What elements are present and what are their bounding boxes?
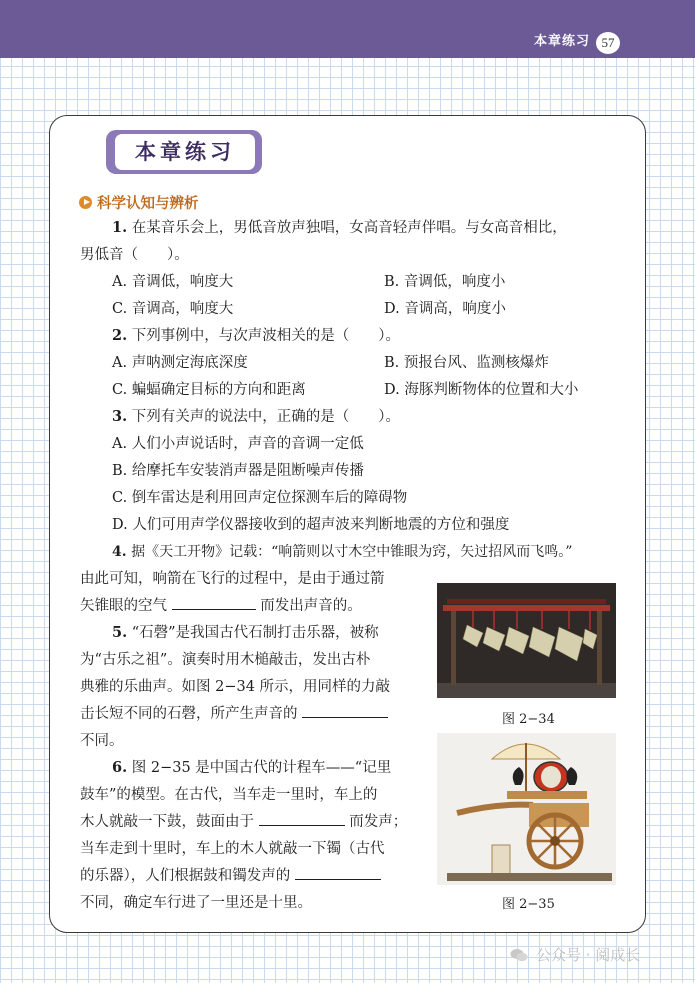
q5-answer-blank[interactable] — [302, 704, 388, 718]
q1-text: 在某音乐会上，男低音放声独唱，女高音轻声伴唱。与女高音相比， — [131, 220, 567, 236]
q5-number: 5. — [112, 624, 128, 641]
q2-option-a: A. 声呐测定海底深度 — [112, 355, 248, 371]
q3-number: 3. — [112, 408, 128, 425]
q4-answer-blank[interactable] — [172, 596, 256, 610]
q4-line2: 由此可知，响箭在飞行的过程中，是由于通过箭 — [80, 571, 385, 587]
q1-line1 — [112, 218, 567, 238]
page-title: 本章练习 — [115, 134, 255, 170]
figure-2-34-caption: 图 2−34 — [502, 712, 555, 727]
header-bar — [0, 0, 695, 58]
q3-option-d: D. 人们可用声学仪器接收到的超声波来判断地震的方位和强度 — [112, 517, 510, 533]
watermark-text: 公众号 · 阅成长 — [536, 946, 641, 964]
q6-line5 — [80, 866, 381, 886]
q3-text: 下列有关声的说法中，正确的是（ ）。 — [131, 409, 400, 425]
q1-option-b: B. 音调低，响度小 — [384, 274, 506, 290]
q4-line3-end: 而发出声音的。 — [260, 598, 362, 614]
stone-chime-illustration — [437, 583, 616, 698]
q1-number: 1. — [112, 219, 128, 236]
q6-line3-start: 木人就敲一下鼓，鼓面由于 — [80, 814, 254, 830]
header-chapter-title: 本章练习 — [534, 34, 591, 49]
q6-line2: 鼓车”的模型。在古代，当车走一里时，车上的 — [80, 787, 378, 803]
wechat-icon — [510, 948, 528, 962]
q6-line3 — [80, 812, 407, 832]
q3-option-a: A. 人们小声说话时，声音的音调一定低 — [112, 436, 364, 452]
q2-option-b: B. 预报台风、监测核爆炸 — [384, 355, 549, 371]
q2-option-c: C. 蝙蝠确定目标的方向和距离 — [112, 382, 306, 398]
stone-chime-photo — [437, 583, 616, 698]
q2-number: 2. — [112, 327, 128, 344]
q1-option-a: A. 音调低，响度大 — [112, 274, 234, 290]
q5-text: “石磬”是我国古代石制打击乐器，被称 — [131, 625, 379, 641]
q6-answer-blank-2[interactable] — [295, 866, 381, 880]
section-heading — [79, 192, 199, 213]
q2-line — [112, 326, 400, 346]
q5-line4 — [80, 704, 388, 724]
q5-line4-start: 击长短不同的石磬，所产生声音的 — [80, 706, 298, 722]
q2-text: 下列事例中，与次声波相关的是（ ）。 — [131, 328, 400, 344]
q3-line — [112, 407, 400, 427]
q5-line1 — [112, 623, 379, 643]
q3-option-c: C. 倒车雷达是利用回声定位探测车后的障碍物 — [112, 490, 408, 506]
q4-line1 — [112, 542, 572, 562]
q6-answer-blank-1[interactable] — [259, 812, 345, 826]
page-number: 57 — [596, 32, 620, 54]
q6-line5-start: 的乐器），人们根据鼓和镯发声的 — [80, 868, 291, 884]
q6-line6: 不同，确定车行进了一里还是十里。 — [80, 895, 312, 911]
q6-number: 6. — [112, 759, 128, 776]
q2-option-d: D. 海豚判断物体的位置和大小 — [384, 382, 579, 398]
q1-option-c: C. 音调高，响度大 — [112, 301, 234, 317]
q5-line5: 不同。 — [80, 733, 124, 749]
section-heading-label: 科学认知与辨析 — [97, 196, 199, 212]
drum-cart-illustration — [437, 733, 616, 885]
q4-text: 据《天工开物》记载：“响箭则以寸木空中锥眼为窍，矢过招风而飞鸣。” — [131, 544, 573, 560]
q6-text: 图 2−35 是中国古代的计程车——“记里 — [131, 760, 392, 776]
q1-line2: 男低音（ ）。 — [80, 247, 189, 263]
q4-line3-start: 矢锥眼的空气 — [80, 598, 167, 614]
q4-number: 4. — [112, 544, 127, 560]
q6-line1 — [112, 758, 391, 778]
q6-line3-end: 而发声； — [349, 814, 408, 830]
q3-option-b: B. 给摩托车安装消声器是阻断噪声传播 — [112, 463, 364, 479]
figure-2-35-caption: 图 2−35 — [502, 897, 555, 912]
play-icon — [79, 196, 92, 209]
watermark — [510, 944, 640, 965]
q5-line2: 为“古乐之祖”。演奏时用木槌敲击，发出古朴 — [80, 652, 371, 668]
q5-line3: 典雅的乐曲声。如图 2−34 所示，用同样的力敲 — [80, 679, 391, 695]
q6-line4: 当车走到十里时，车上的木人就敲一下镯（古代 — [80, 841, 385, 857]
q4-line3 — [80, 596, 362, 616]
drum-cart-photo — [437, 733, 616, 885]
q1-option-d: D. 音调高，响度小 — [384, 301, 506, 317]
